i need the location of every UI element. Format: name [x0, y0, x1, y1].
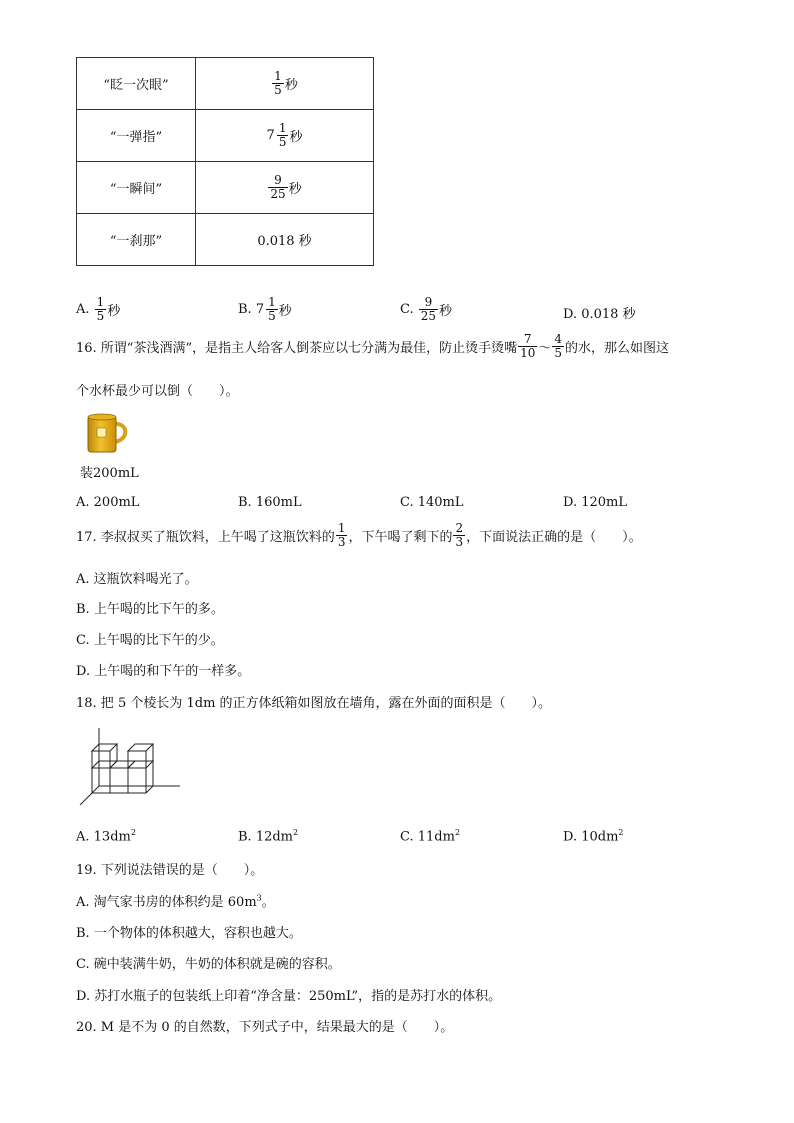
- q17-option-d[interactable]: D. 上午喝的和下午的一样多。: [76, 664, 251, 679]
- q16-stem-line1: 16. 所谓“茶浅酒满”，是指主人给客人倒茶应以七分满为最佳，防止烫手烫嘴 $\frac{7}{10}$ ～ $\frac{4}{5}$ 的水，那么如图这: [76, 332, 670, 360]
- fraction: $\frac{1}{5}$: [274, 69, 282, 97]
- q19-stem: 19. 下列说法错误的是（ ）。: [76, 863, 264, 878]
- term-cell: “一刹那”: [77, 214, 196, 266]
- q18-stem: 18. 把 5 个棱长为 1dm 的正方体纸箱如图放在墙角，露在外面的面积是（ ）。: [76, 696, 552, 711]
- q18-option-a[interactable]: A. $13dm^2$: [76, 828, 136, 845]
- q15-option-d[interactable]: D. 0.018 秒: [563, 307, 636, 322]
- value-cell: $\frac{9}{25}$ 秒: [196, 162, 374, 214]
- q19-option-a[interactable]: A. 淘气家书房的体积约是 $60m^3$。: [76, 893, 275, 910]
- value-cell: $\frac{1}{5}$ 秒: [196, 58, 374, 110]
- table-row: [77, 58, 374, 110]
- q20-stem: 20. M 是不为 0 的自然数，下列式子中，结果最大的是（ ）。: [76, 1020, 454, 1035]
- cup-icon: [84, 410, 136, 456]
- q16-stem-line2: 个水杯最少可以倒（ ）。: [76, 384, 239, 399]
- fraction: $\frac{7}{10}$: [520, 332, 536, 360]
- q16-option-c[interactable]: C. 140mL: [400, 495, 464, 510]
- q18-option-c[interactable]: C. $11dm^2$: [400, 828, 461, 845]
- q15-option-c[interactable]: C. $\frac{9}{25}$ 秒: [400, 295, 453, 323]
- term-cell: “一弹指”: [77, 110, 196, 162]
- q19-option-d[interactable]: D. 苏打水瓶子的包装纸上印着“净含量：250mL”，指的是苏打水的体积。: [76, 989, 502, 1004]
- q16-option-b[interactable]: B. 160mL: [238, 495, 302, 510]
- table-row: [77, 162, 374, 214]
- fraction: $\frac{9}{25}$: [420, 295, 437, 323]
- q17-option-c[interactable]: C. 上午喝的比下午的少。: [76, 633, 224, 648]
- cube-stack-diagram: [76, 726, 186, 808]
- q16-option-d[interactable]: D. 120mL: [563, 495, 627, 510]
- q15-option-a[interactable]: A. $\frac{1}{5}$ 秒: [76, 295, 121, 323]
- time-table: [76, 57, 374, 266]
- q17-option-b[interactable]: B. 上午喝的比下午的多。: [76, 602, 224, 617]
- cup-caption: 装200mL: [80, 466, 139, 481]
- fraction: $\frac{4}{5}$: [554, 332, 563, 360]
- value-cell: 7 $\frac{1}{5}$ 秒: [196, 110, 374, 162]
- q19-option-b[interactable]: B. 一个物体的体积越大，容积也越大。: [76, 926, 302, 941]
- q18-option-b[interactable]: B. $12dm^2$: [238, 828, 299, 845]
- fraction: $\frac{1}{5}$: [278, 121, 287, 149]
- term-cell: “一瞬间”: [77, 162, 196, 214]
- fraction: $\frac{1}{5}$: [96, 295, 105, 323]
- q17-stem: 17. 李叔叔买了瓶饮料，上午喝了这瓶饮料的 $\frac{1}{3}$ ，下午喝了剩下的 $\frac{2}{3}$ ，下面说法正确的是（ ）。: [76, 521, 642, 549]
- term-cell: “眨一次眼”: [77, 58, 196, 110]
- fraction: $\frac{9}{25}$: [270, 173, 286, 201]
- q16-option-a[interactable]: A. 200mL: [76, 495, 140, 510]
- value-cell: 0.018 秒: [196, 214, 374, 266]
- table-row: [77, 110, 374, 162]
- fraction: $\frac{2}{3}$: [455, 521, 464, 549]
- q15-option-b[interactable]: B. 7 $\frac{1}{5}$ 秒: [238, 295, 292, 323]
- q18-option-d[interactable]: D. $10dm^2$: [563, 828, 624, 845]
- table-row: [77, 214, 374, 266]
- fraction: $\frac{1}{3}$: [337, 521, 346, 549]
- q17-option-a[interactable]: A. 这瓶饮料喝光了。: [76, 572, 198, 587]
- q19-option-c[interactable]: C. 碗中装满牛奶，牛奶的体积就是碗的容积。: [76, 957, 341, 972]
- fraction: $\frac{1}{5}$: [268, 295, 276, 323]
